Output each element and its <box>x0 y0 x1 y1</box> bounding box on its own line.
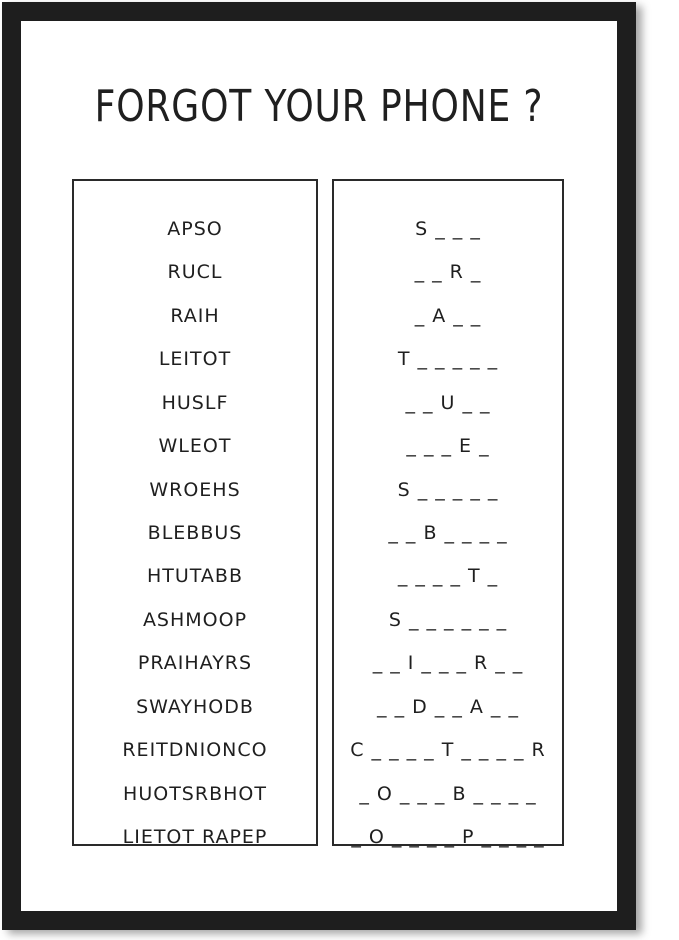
scrambled-word: ASHMOOP <box>142 609 248 631</box>
poster-title: FORGOT YOUR PHONE ? <box>94 81 544 132</box>
scrambled-word: PRAIHAYRS <box>137 652 253 674</box>
answer-hints-panel <box>332 179 564 846</box>
answer-hint: T _ _ _ _ _ <box>397 348 499 370</box>
answer-hint: _ _ _ E _ <box>406 435 490 457</box>
scrambled-word: HUSLF <box>161 392 229 414</box>
scrambled-word: HTUTABB <box>147 565 243 587</box>
answer-hint: _ O _ _ _ _ P _ _ _ _ <box>351 826 545 848</box>
answer-hint: _ _ D _ _ A _ _ <box>377 696 519 718</box>
scrambled-word: LEITOT <box>158 348 232 370</box>
answer-hint: _ A _ _ <box>414 305 482 327</box>
answer-hint: S _ _ _ <box>415 218 481 240</box>
scrambled-words-panel <box>72 179 318 846</box>
answer-hint: _ O _ _ _ B _ _ _ _ <box>359 783 537 805</box>
scrambled-word: WROEHS <box>149 479 241 501</box>
scrambled-word: RUCL <box>167 261 223 283</box>
answer-hint: _ _ R _ <box>414 261 482 283</box>
answer-hint: S _ _ _ _ _ <box>397 479 499 501</box>
scrambled-word: SWAYHODB <box>136 696 254 718</box>
answer-hint: C _ _ _ _ T _ _ _ _ R <box>350 739 546 761</box>
scrambled-word: BLEBBUS <box>147 522 243 544</box>
answer-hint: _ _ U _ _ <box>405 392 491 414</box>
scrambled-word: RAIH <box>170 305 220 327</box>
scrambled-word: REITDNIONCO <box>122 739 268 761</box>
poster-frame <box>2 2 636 930</box>
answer-hint: S _ _ _ _ _ _ <box>388 609 508 631</box>
scrambled-word: HUOTSRBHOT <box>123 783 267 805</box>
scrambled-word: WLEOT <box>158 435 232 457</box>
scrambled-word: APSO <box>167 218 223 240</box>
answer-hint: _ _ _ _ T _ <box>397 565 499 587</box>
answer-hint: _ _ B _ _ _ _ <box>388 522 508 544</box>
scrambled-word: LIETOT RAPEP <box>122 826 268 848</box>
answer-hint: _ _ I _ _ _ R _ _ <box>372 652 524 674</box>
